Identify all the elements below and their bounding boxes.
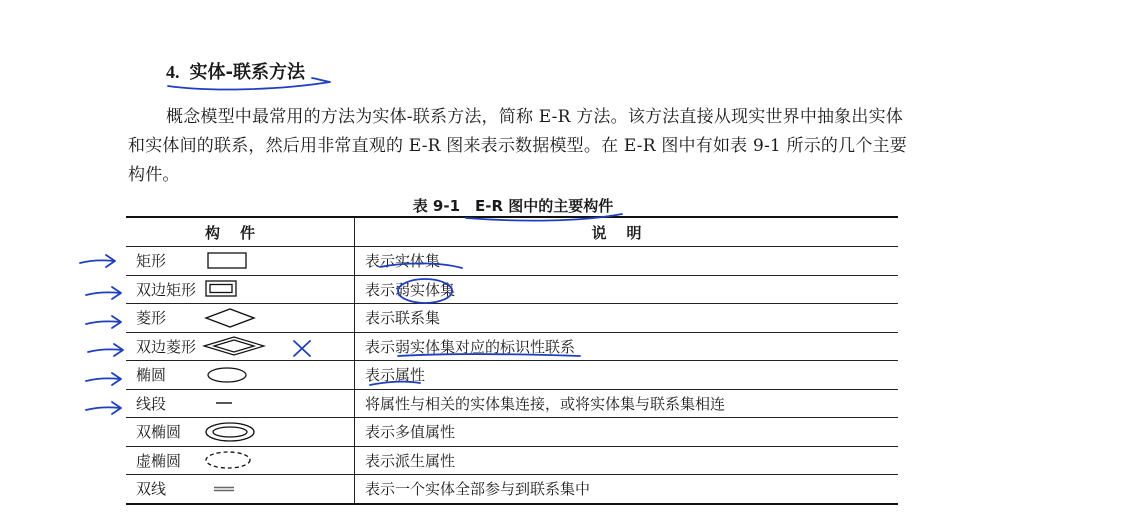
- component-cell: [126, 304, 355, 333]
- ellipse-icon: [202, 365, 252, 385]
- table-row: [126, 304, 898, 333]
- row-arrow-mark: [86, 316, 121, 328]
- table-header-row: [126, 217, 898, 247]
- row-arrow-mark: [86, 402, 121, 414]
- description-cell: 表示弱实体集对应的标识性联系: [355, 332, 899, 361]
- component-name: 双边矩形: [136, 280, 197, 299]
- row-arrow-mark: [86, 373, 121, 385]
- dashed-ellipse-icon: [202, 449, 254, 471]
- component-cell: [126, 475, 355, 504]
- component-name: 虚椭圆: [136, 451, 182, 470]
- header-description: 说明: [355, 217, 899, 247]
- description-cell: 将属性与相关的实体集连接，或将实体集与联系集相连: [355, 389, 899, 418]
- description-cell: 表示弱实体集: [355, 275, 899, 304]
- table-row: [126, 389, 898, 418]
- table-caption: 表 9-1 E-R 图中的主要构件: [412, 197, 614, 215]
- row-arrow-mark: [88, 344, 123, 356]
- description-cell: 表示属性: [355, 361, 899, 390]
- table-row: [126, 247, 898, 276]
- double-diamond-icon: [202, 335, 266, 357]
- er-components-table: [126, 216, 898, 505]
- table-row: [126, 475, 898, 504]
- rectangle-icon: [202, 251, 252, 271]
- description-cell: 表示派生属性: [355, 446, 899, 475]
- section-title: 实体-联系方法: [189, 62, 305, 83]
- double-rectangle-icon: [202, 279, 242, 299]
- component-name: 线段: [136, 394, 167, 413]
- table-row: [126, 275, 898, 304]
- component-name: 椭圆: [136, 366, 167, 385]
- table-row: [126, 361, 898, 390]
- description-cell: 表示一个实体全部参与到联系集中: [355, 475, 899, 504]
- component-cell: [126, 389, 355, 418]
- component-cell: [126, 275, 355, 304]
- component-cell: [126, 332, 355, 361]
- table-row: [126, 446, 898, 475]
- table-row: [126, 332, 898, 361]
- double-line-icon: [202, 479, 246, 499]
- row-arrow-mark: [86, 287, 121, 299]
- description-cell: 表示联系集: [355, 304, 899, 333]
- line-segment-icon: [202, 393, 246, 413]
- component-cell: [126, 247, 355, 276]
- diamond-icon: [202, 307, 258, 329]
- component-name: 矩形: [136, 252, 167, 271]
- description-cell: 表示多值属性: [355, 418, 899, 447]
- component-name: 菱形: [136, 309, 167, 328]
- intro-paragraph: 概念模型中最常用的方法为实体-联系方法，简称 E-R 方法。该方法直接从现实世界中抽象出实体和实体间的联系，然后用非常直观的 E-R 图来表示数据模型。在 E-R 图中有如表 9-1 所示的几个主要构件。: [128, 107, 907, 185]
- component-cell: [126, 446, 355, 475]
- component-name: 双线: [136, 480, 167, 499]
- description-cell: 表示实体集: [355, 247, 899, 276]
- table-row: [126, 418, 898, 447]
- double-ellipse-icon: [202, 421, 258, 443]
- component-name: 双椭圆: [136, 423, 182, 442]
- component-name: 双边菱形: [136, 337, 197, 356]
- component-cell: [126, 361, 355, 390]
- component-cell: [126, 418, 355, 447]
- row-arrow-mark: [80, 255, 115, 267]
- section-number: 4.: [166, 62, 180, 82]
- header-component: 构件: [126, 217, 355, 247]
- section-heading: [166, 58, 305, 84]
